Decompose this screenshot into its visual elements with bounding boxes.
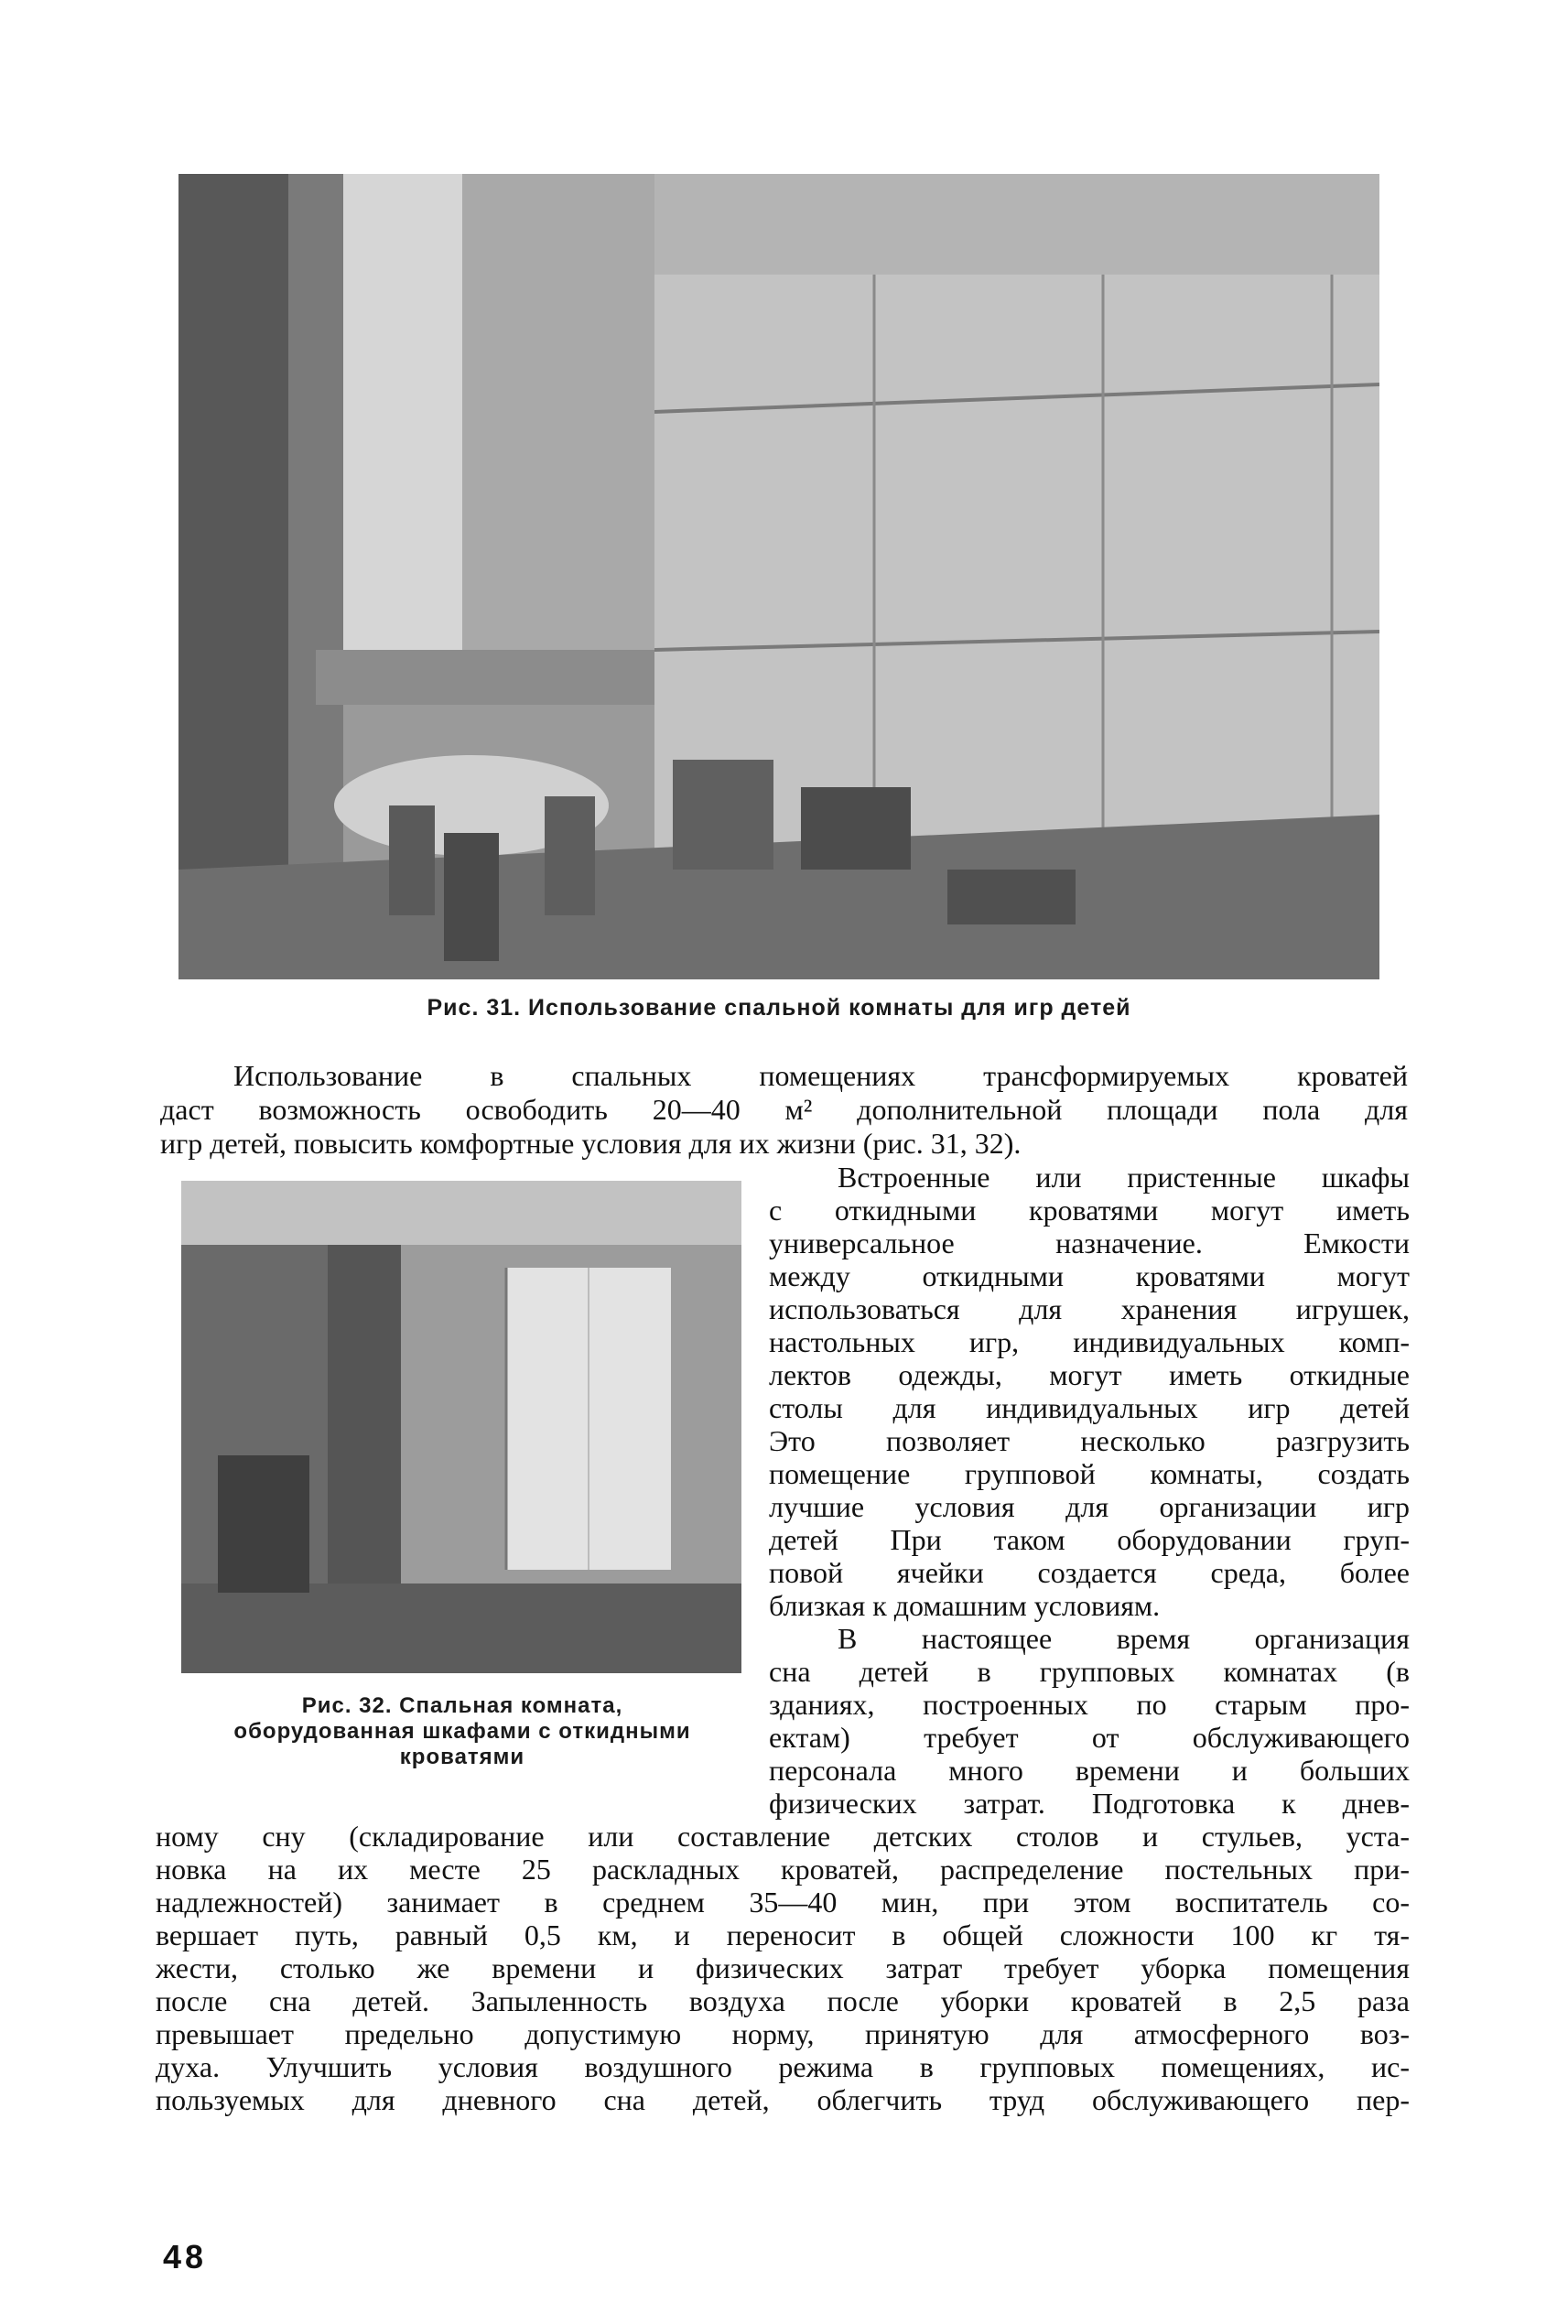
paragraph-3-line: физических затрат. Подготовка к днев- xyxy=(769,1787,1410,1820)
paragraph-2-line: Это позволяет несколько разгрузить xyxy=(769,1424,1410,1457)
paragraph-2-line: детей При таком оборудовании груп- xyxy=(769,1523,1410,1556)
paragraph-2-line: универсальное назначение. Емкости xyxy=(769,1227,1410,1259)
paragraph-3-line: после сна детей. Запыленность воздуха после уборки кроватей в 2,5 раза xyxy=(156,1984,1410,2017)
paragraph-3-line: сна детей в групповых комнатах (в xyxy=(769,1655,1410,1688)
paragraph-2-line: использоваться для хранения игрушек, xyxy=(769,1292,1410,1325)
paragraph-2-line: столы для индивидуальных игр детей xyxy=(769,1391,1410,1424)
paragraph-3-line: надлежностей) занимает в среднем 35—40 мин, при этом воспитатель со- xyxy=(156,1886,1410,1919)
figure-32-illustration xyxy=(181,1181,741,1673)
paragraph-3-line: новка на их месте 25 раскладных кроватей, распределение постельных при- xyxy=(156,1853,1410,1886)
paragraph-2-line: с откидными кроватями могут иметь xyxy=(769,1194,1410,1227)
paragraph-3-line: В настоящее время организация xyxy=(838,1622,1410,1655)
paragraph-3-line: жести, столько же времени и физических затрат требует уборка помещения xyxy=(156,1951,1410,1984)
paragraph-3-line: зданиях, построенных по старым про- xyxy=(769,1688,1410,1721)
paragraph-2-line: лучшие условия для организации игр xyxy=(769,1490,1410,1523)
figure-32-caption-line: оборудованная шкафами с откидными xyxy=(233,1719,691,1744)
paragraph-3-line: ному сну (складирование или составление детских столов и стульев, уста- xyxy=(156,1820,1410,1853)
figure-32-caption-line: Рис. 32. Спальная комната, xyxy=(301,1693,623,1718)
paragraph-2-line: близкая к домашним условиям. xyxy=(769,1589,1161,1622)
page-number: 48 xyxy=(163,2238,208,2275)
paragraph-2-line: Встроенные или пристенные шкафы xyxy=(838,1161,1410,1194)
paragraph-1-line: Использование в спальных помещениях трансформируемых кроватей xyxy=(233,1059,1408,1092)
paragraph-2-line: настольных игр, индивидуальных комп- xyxy=(769,1325,1410,1358)
paragraph-3-line: ектам) требует от обслуживающего xyxy=(769,1721,1410,1754)
figure-32-caption-line: кроватями xyxy=(399,1745,525,1769)
paragraph-1-line: даст возможность освободить 20—40 м² дополнительной площади пола для xyxy=(160,1093,1408,1126)
paragraph-2-line: помещение групповой комнаты, создать xyxy=(769,1457,1410,1490)
paragraph-2-line: повой ячейки создается среда, более xyxy=(769,1556,1410,1589)
paragraph-3-line: вершает путь, равный 0,5 км, и переносит в общей сложности 100 кг тя- xyxy=(156,1919,1410,1951)
figure-31-illustration xyxy=(178,174,1379,979)
paragraph-3-line: превышает предельно допустимую норму, принятую для атмосферного воз- xyxy=(156,2017,1410,2050)
figure-31-photo xyxy=(178,174,1379,979)
paragraph-3-line: духа. Улучшить условия воздушного режима в групповых помещениях, ис- xyxy=(156,2050,1410,2083)
figure-32-caption xyxy=(160,1693,764,1770)
paragraph-2-line: лектов одежды, могут иметь откидные xyxy=(769,1358,1410,1391)
paragraph-2-line: между откидными кроватями могут xyxy=(769,1259,1410,1292)
paragraph-1-line: игр детей, повысить комфортные условия для их жизни (рис. 31, 32). xyxy=(160,1127,1022,1160)
figure-31-caption: Рис. 31. Использование спальной комнаты для игр детей xyxy=(427,995,1131,1021)
figure-32-photo xyxy=(181,1181,741,1673)
paragraph-3-line: персонала много времени и больших xyxy=(769,1754,1410,1787)
paragraph-3-line: пользуемых для дневного сна детей, облегчить труд обслуживающего пер- xyxy=(156,2083,1410,2116)
